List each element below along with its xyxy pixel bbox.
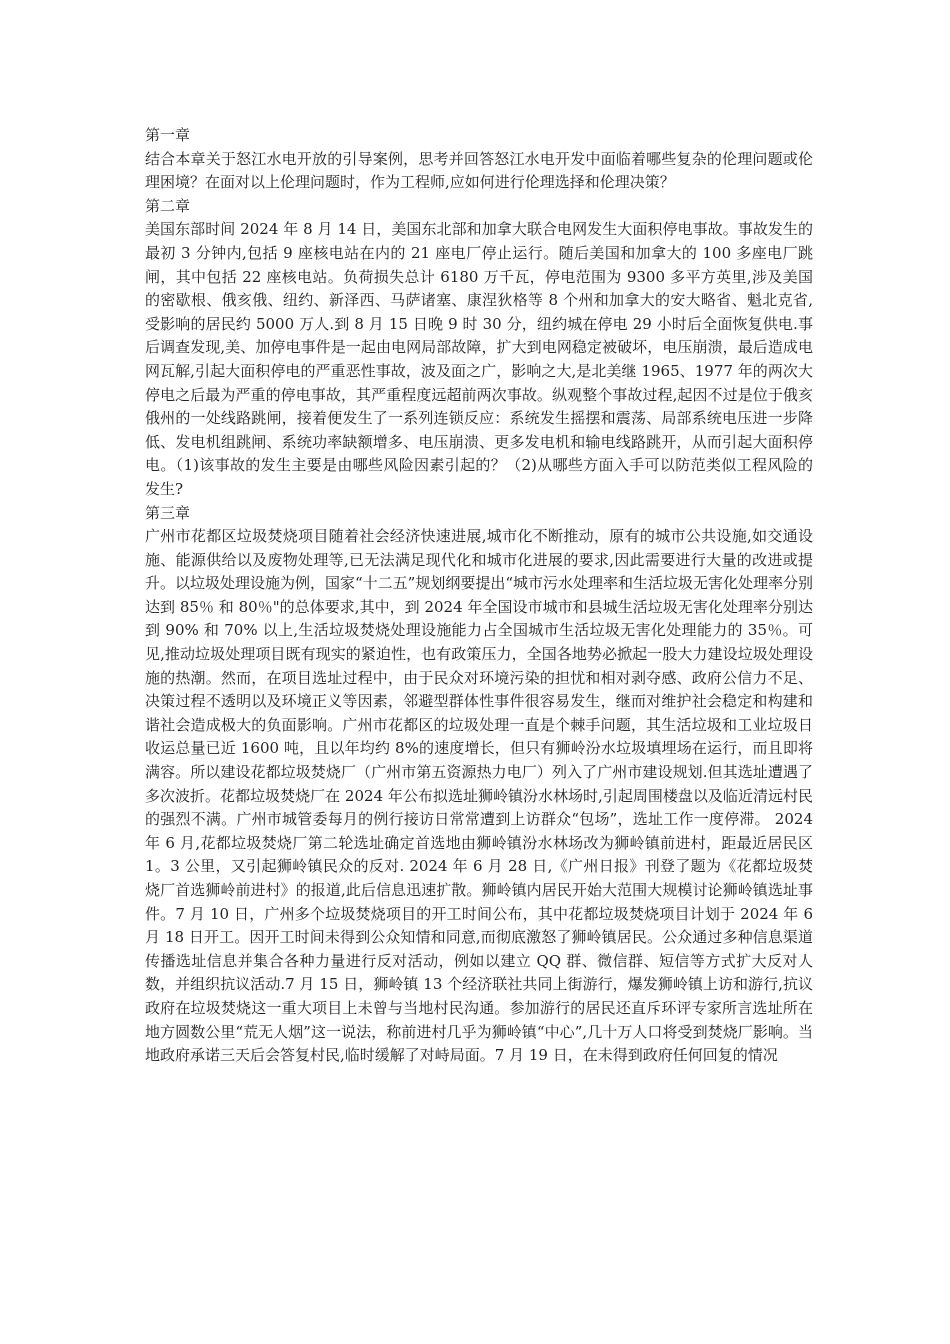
document-page [145, 124, 813, 1068]
chapter-2-body: 美国东部时间 2024 年 8 月 14 日，美国东北部和加拿大联合电网发生大面积停电事故。事故发生的最初 3 分钟内,包括 9 座核电站在内的 21 座电厂停止运行。随后美国和加拿大的 100 多座电厂跳闸，其中包括 22 座核电站。负荷损失总计 6180 万千瓦，停电范围为 9300 多平方英里,涉及美国的密歇根、俄亥俄、纽约、新泽西、马萨诸塞、康涅狄格等 8 个州和加拿大的安大略省、魁北克省,受影响的居民约 5000 万人.到 8 月 15 日晚 9 时 30 分，纽约城在停电 29 小时后全面恢复供电.事后调查发现,美、加停电事件是一起由电网局部故障，扩大到电网稳定被破坏，电压崩溃，最后造成电网瓦解,引起大面积停电的严重恶性事故，波及面之广，影响之大,是北美继 1965、1977 年的两次大停电之后最为严重的停电事故，其严重程度远超前两次事故。纵观整个事故过程,起因不过是位于俄亥俄州的一处线路跳闸，接着便发生了一系列连锁反应：系统发生摇摆和震荡、局部系统电压进一步降低、发电机组跳闸、系统功率缺额增多、电压崩溃、更多发电机和输电线路跳开，从而引起大面积停电。（1)该事故的发生主要是由哪些风险因素引起的？（2)从哪些方面入手可以防范类似工程风险的发生? [145, 220, 813, 498]
chapter-3-heading: 第三章 [145, 503, 191, 522]
chapter-1-heading: 第一章 [145, 126, 191, 144]
chapter-1-body: 结合本章关于怒江水电开放的引导案例，思考并回答怒江水电开发中面临着哪些复杂的伦理问题或伦理困境？在面对以上伦理问题时，作为工程师,应如何进行伦理选择和伦理决策？ [145, 149, 813, 192]
chapter-2-heading: 第二章 [145, 196, 191, 215]
chapter-3-body: 广州市花都区垃圾焚烧项目随着社会经济快速进展,城市化不断推动，原有的城市公共设施,如交通设施、能源供给以及废物处理等,已无法满足现代化和城市化进展的要求,因此需要进行大量的改进或提升。以垃圾处理设施为例，国家“十二五”规划纲要提出“城市污水处理率和生活垃圾无害化处理率分别达到 85％ 和 80％"的总体要求,其中，到 2024 年全国设市城市和县城生活垃圾无害化处理率分别达到 90% 和 70% 以上,生活垃圾焚烧处理设施能力占全国城市生活垃圾无害化处理能力的 35％。可见,推动垃圾处理项目既有现实的紧迫性，也有政策压力，全国各地势必掀起一股大力建设垃圾处理设施的热潮。然而，在项目选址过程中，由于民众对环境污染的担忧和相对剥夺感、政府公信力不足、决策过程不透明以及环境正义等因素，邻避型群体性事件很容易发生，继而对维护社会稳定和构建和谐社会造成极大的负面影响。广州市花都区的垃圾处理一直是个棘手问题，其生活垃圾和工业垃圾日收运总量已近 1600 吨，且以年均约 8%的速度增长，但只有狮岭汾水垃圾填埋场在运行，而且即将满容。所以建设花都垃圾焚烧厂（广州市第五资源热力电厂）列入了广州市建设规划.但其选址遭遇了多次波折。花都垃圾焚烧厂在 2024 年公布拟选址狮岭镇汾水林场时,引起周围楼盘以及临近清远村民的强烈不满。广州市城管委每月的例行接访日常常遭到上访群众“包场”，选址工作一度停滞。 2024 年 6 月,花都垃圾焚烧厂第二轮选址确定首选地由狮岭镇汾水林场改为狮岭镇前进村，距最近居民区 1。3 公里，又引起狮岭镇民众的反对. 2024 年 6 月 28 日,《广州日报》刊登了题为《花都垃圾焚烧厂首选狮岭前进村》的报道,此后信息迅速扩散。狮岭镇内居民开始大范围大规模讨论狮岭镇选址事件。7 月 10 日，广州多个垃圾焚烧项目的开工时间公布，其中花都垃圾焚烧项目计划于 2024 年 6 月 18 日开工。因开工时间未得到公众知情和同意,而彻底激怒了狮岭镇居民。公众通过多种信息渠道传播选址信息并集合各种力量进行反对活动，例如以建立 QQ 群、微信群、短信等方式扩大反对人数，并组织抗议活动.7 月 15 日，狮岭镇 13 个经济联社共同上街游行，爆发狮岭镇上访和游行,抗议政府在垃圾焚烧这一重大项目上未曾与当地村民沟通。参加游行的居民还直斥环评专家所言选址所在地方圆数公里“荒无人烟”这一说法，称前进村几乎为狮岭镇“中心”,几十万人口将受到焚烧厂影响。当地政府承诺三天后会答复村民,临时缓解了对峙局面。7 月 19 日，在未得到政府任何回复的情况 [145, 527, 814, 1065]
